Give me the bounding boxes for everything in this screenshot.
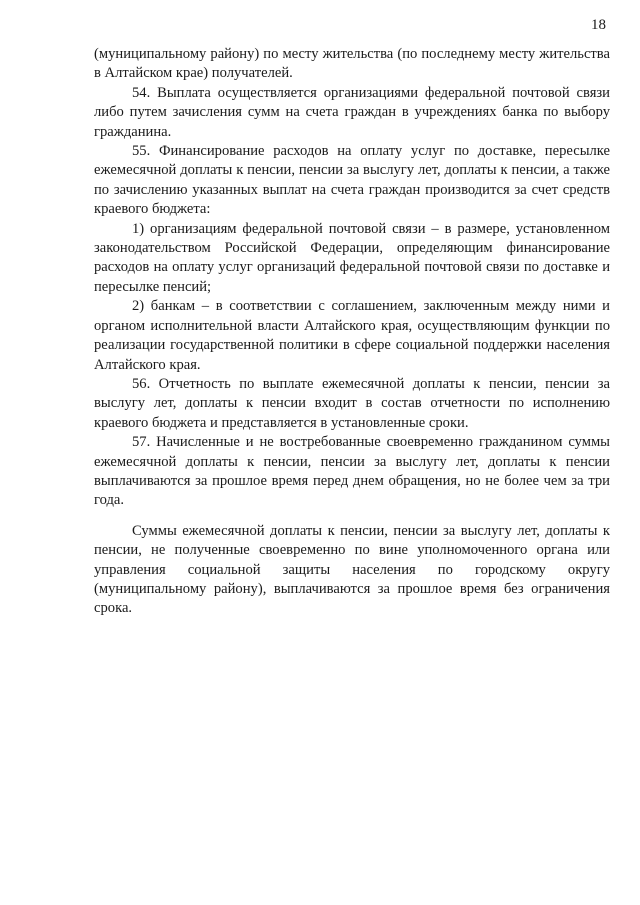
paragraph-item-54: 54. Выплата осуществляется организациями федеральной почтовой связи либо путем зачисления сумм на счета граждан в учреждениях банка по выбору гражданина.: [94, 84, 610, 140]
paragraph-subitem-1: 1) организациям федеральной почтовой связи – в размере, установленном законодательством Российской Федерации, определяющим финансирование расходов на оплату услуг организаций федеральной почтовой связи по доставке и пересылке пенсий;: [94, 220, 610, 295]
paragraph-item-56: 56. Отчетность по выплате ежемесячной доплаты к пенсии, пенсии за выслугу лет, доплаты к пенсии входит в состав отчетности по исполнению краевого бюджета и представляется в установленные сроки.: [94, 375, 610, 431]
paragraph-item-55: 55. Финансирование расходов на оплату услуг по доставке, пересылке ежемесячной доплаты к пенсии, пенсии за выслугу лет, доплаты к пенсии, а также по зачислению указанных выплат на счета граждан производится за счет средств краевого бюджета:: [94, 143, 610, 218]
paragraph-subitem-2: 2) банкам – в соответствии с соглашением, заключенным между ними и органом исполнительной власти Алтайского края, осуществляющим функции по реализации государственной политики в сфере социальной поддержки населения Алтайского края.: [94, 298, 610, 373]
page-number: 18: [591, 17, 606, 33]
document-body: [94, 45, 610, 619]
paragraph-continuation: (муниципальному району) по месту жительства (по последнему месту жительства в Алтайском крае) получателей.: [94, 46, 610, 82]
paragraph-item-57: 57. Начисленные и не востребованные своевременно гражданином суммы ежемесячной доплаты к пенсии, пенсии за выслугу лет, доплаты к пенсии выплачиваются за прошлое время перед днем обращения, но не более чем за три года.: [94, 434, 610, 509]
paragraph-final: Суммы ежемесячной доплаты к пенсии, пенсии за выслугу лет, доплаты к пенсии, не полученные своевременно по вине уполномоченного органа или управления социальной защиты населения по городскому округу (муниципальному району), выплачиваются за прошлое время без ограничения срока.: [94, 522, 610, 617]
